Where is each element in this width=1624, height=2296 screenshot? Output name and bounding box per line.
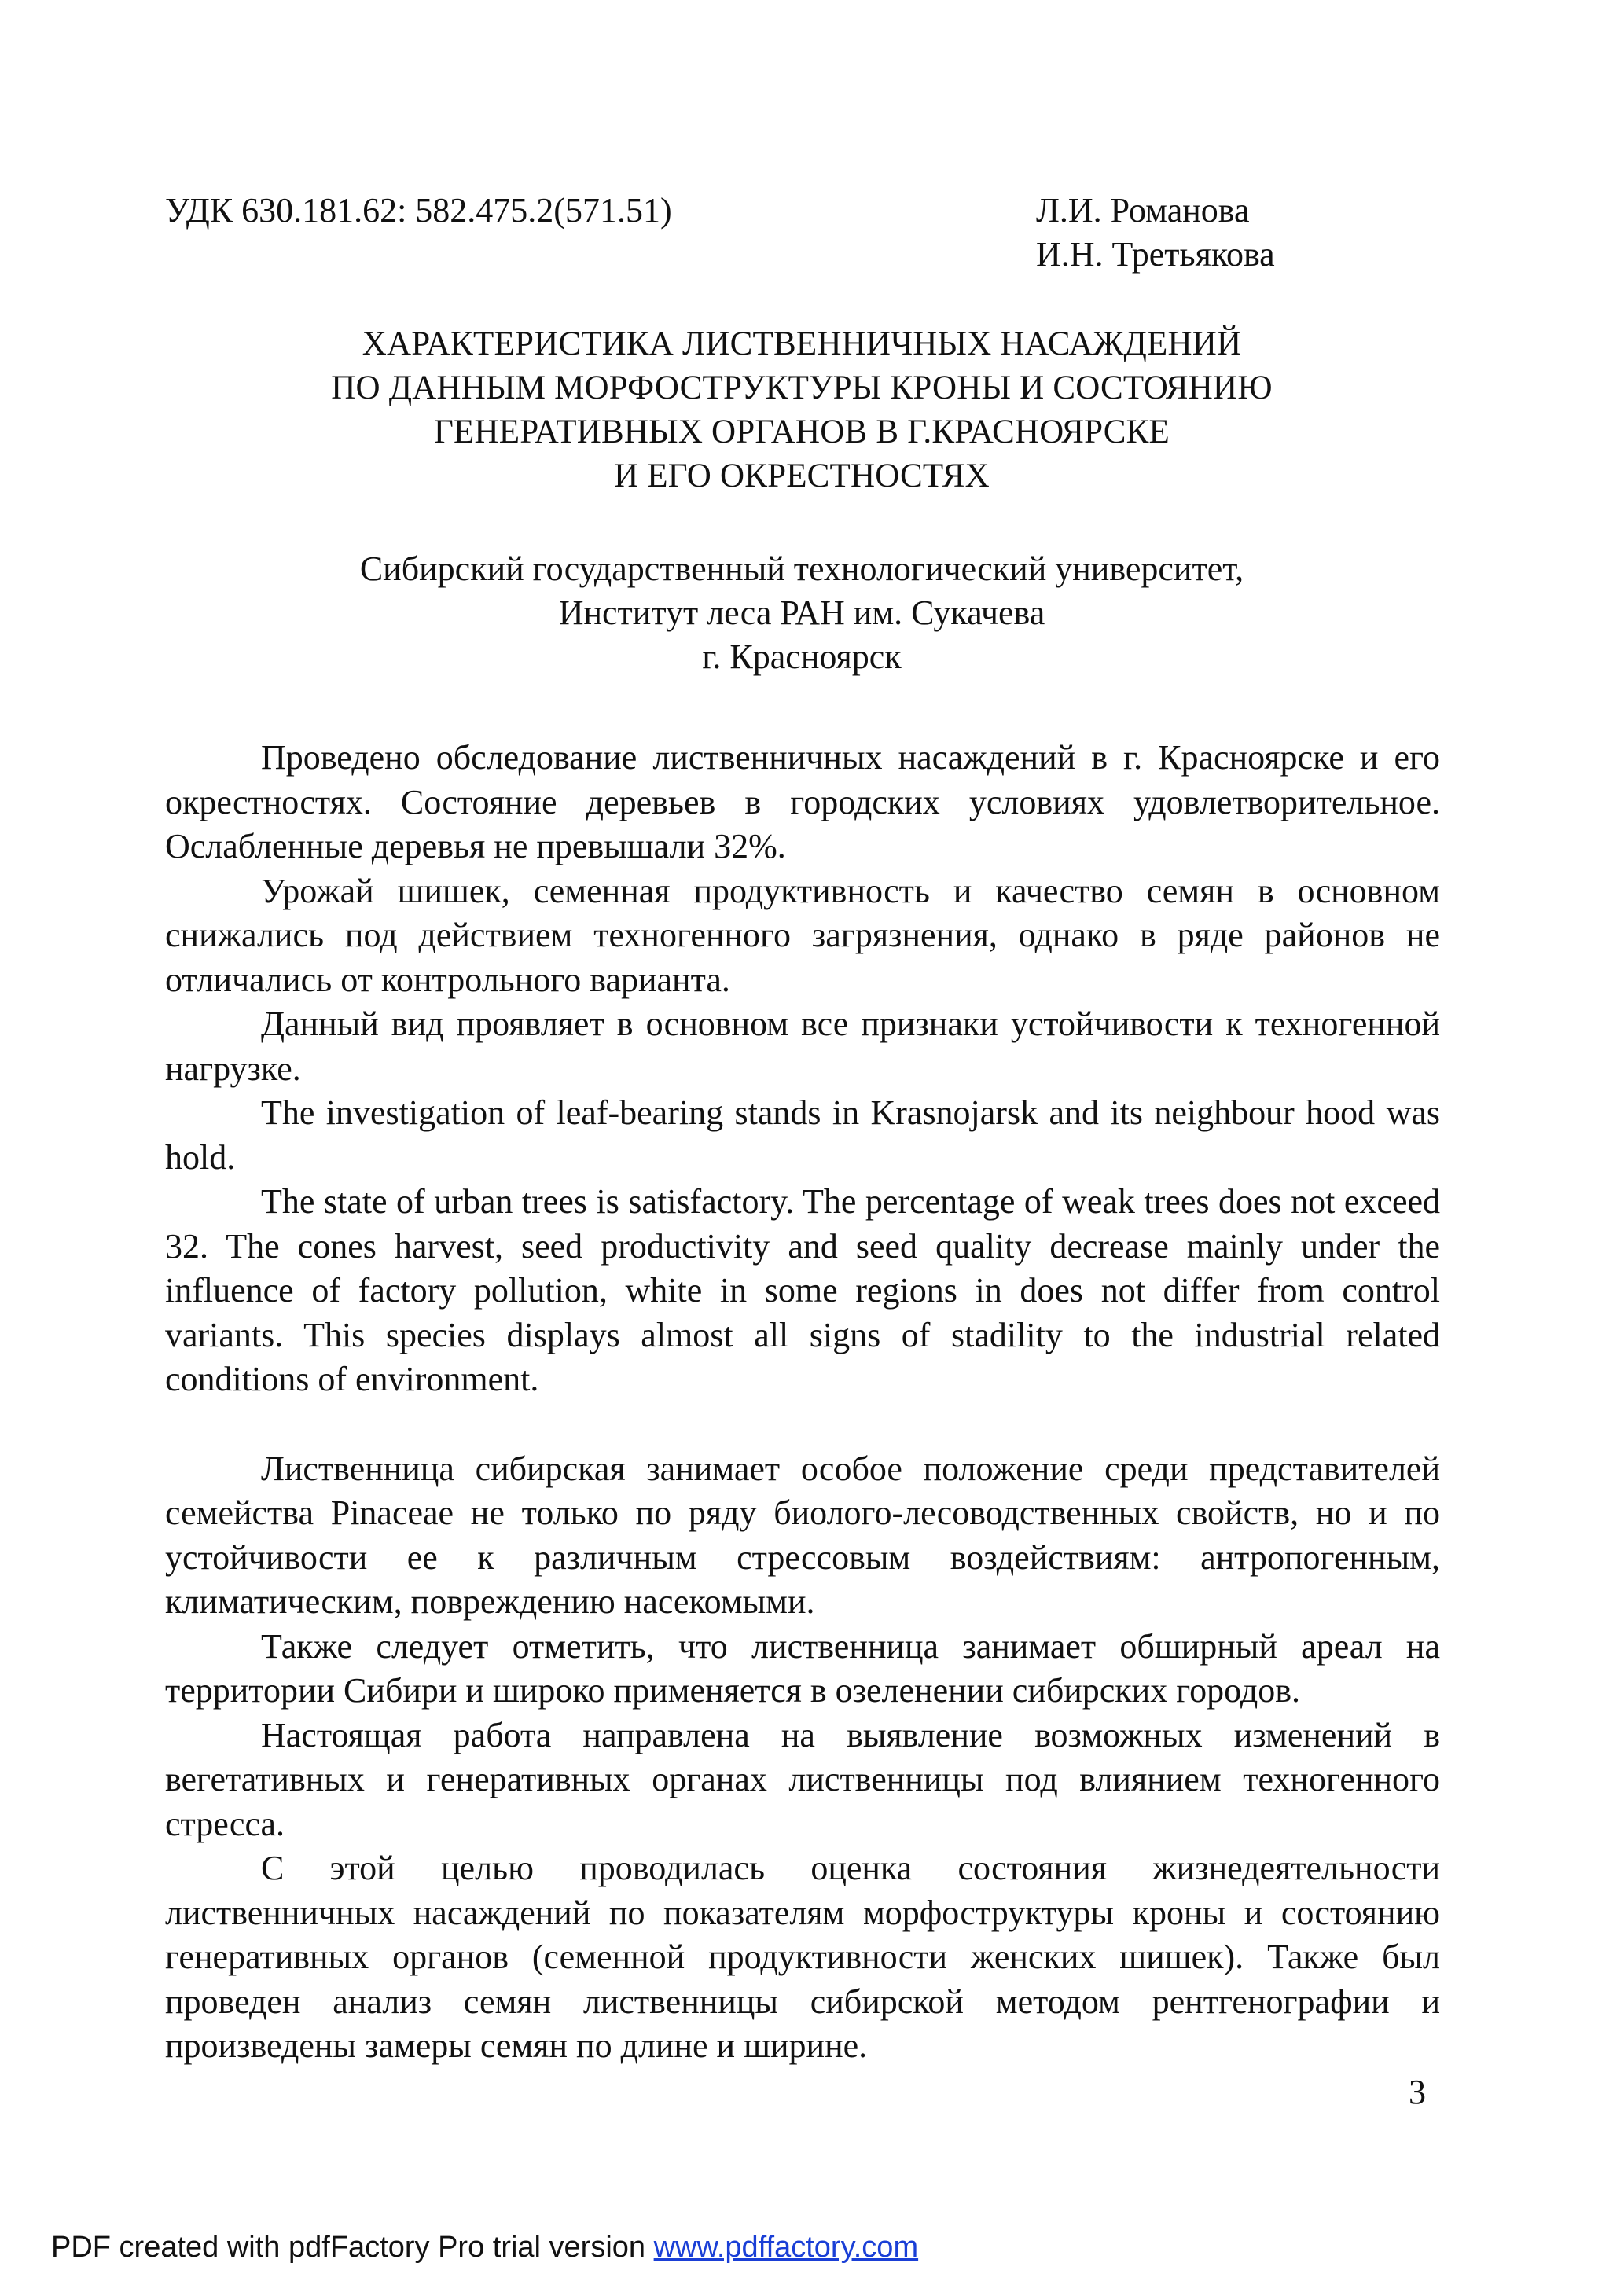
title-line: И ЕГО ОКРЕСТНОСТЯХ <box>614 457 990 494</box>
title-line: ХАРАКТЕРИСТИКА ЛИСТВЕННИЧНЫХ НАСАЖДЕНИЙ <box>362 325 1242 362</box>
affiliation-line: Институт леса РАН им. Сукачева <box>558 593 1045 632</box>
body-paragraph: Настоящая работа направлена на выявление возможных изменений в вегетативных и генеративных органах лиственницы под влиянием техногенного стресса. <box>165 1715 1440 1843</box>
affiliation <box>165 547 1438 679</box>
authors <box>1036 189 1275 277</box>
page-number: 3 <box>1409 2073 1426 2111</box>
footer-text: PDF created with pdfFactory Pro trial version <box>51 2231 654 2264</box>
title-line: ГЕНЕРАТИВНЫХ ОРГАНОВ В Г.КРАСНОЯРСКЕ <box>433 413 1170 450</box>
author-name: И.Н. Третьякова <box>1036 235 1275 274</box>
paper-title <box>165 322 1438 498</box>
affiliation-line: г. Красноярск <box>702 637 902 676</box>
udk-code: УДК 630.181.62: 582.475.2(571.51) <box>165 191 672 230</box>
abstract-en-paragraph: The state of urban trees is satisfactory. The percentage of weak trees does not exceed 32. The cones harvest, seed productivity and seed quality decrease mainly under the influence of factory pollution, white in some regions in does not differ from control variants. This species displays almost all signs of stadility to the industrial related conditions of environment. <box>165 1182 1440 1398</box>
pdf-footer <box>51 2228 918 2266</box>
abstract-en-paragraph: The investigation of leaf-bearing stands in Krasnojarsk and its neighbour hood was hold. <box>165 1093 1440 1177</box>
footer-link[interactable]: www.pdffactory.com <box>653 2231 919 2264</box>
paper-body <box>165 736 1440 2069</box>
title-line: ПО ДАННЫМ МОРФОСТРУКТУРЫ КРОНЫ И СОСТОЯНИЮ <box>331 369 1273 406</box>
body-paragraph: Лиственница сибирская занимает особое положение среди представителей семейства Pinaceae не только по ряду биолого-лесоводственных свойств, но и по устойчивости ее к различным стрессовым воздействиям: антропогенным, климатическим, повреждению насекомыми. <box>165 1449 1440 1621</box>
abstract-ru-paragraph: Урожай шишек, семенная продуктивность и качество семян в основном снижались под действием техногенного загрязнения, однако в ряде районов не отличались от контрольного варианта. <box>165 871 1440 999</box>
abstract-ru-paragraph: Данный вид проявляет в основном все признаки устойчивости к техногенной нагрузке. <box>165 1005 1440 1088</box>
body-paragraph: Также следует отметить, что лиственница занимает обширный ареал на территории Сибири и широко применяется в озеленении сибирских городов. <box>165 1626 1440 1710</box>
abstract-ru-paragraph: Проведено обследование лиственничных насаждений в г. Красноярске и его окрестностях. Состояние деревьев в городских условиях удовлетворительное. Ослабленные деревья не превышали 32%. <box>165 738 1440 865</box>
author-name: Л.И. Романова <box>1036 191 1250 230</box>
affiliation-line: Сибирский государственный технологический университет, <box>359 549 1244 588</box>
body-paragraph: С этой целью проводилась оценка состояния жизнедеятельности лиственничных насаждений по показателям морфоструктуры кроны и состоянию генеративных органов (семенной продуктивности женских шишек). Также был проведен анализ семян лиственницы сибирской методом рентгенографии и произведены замеры семян по длине и ширине. <box>165 1849 1440 2065</box>
